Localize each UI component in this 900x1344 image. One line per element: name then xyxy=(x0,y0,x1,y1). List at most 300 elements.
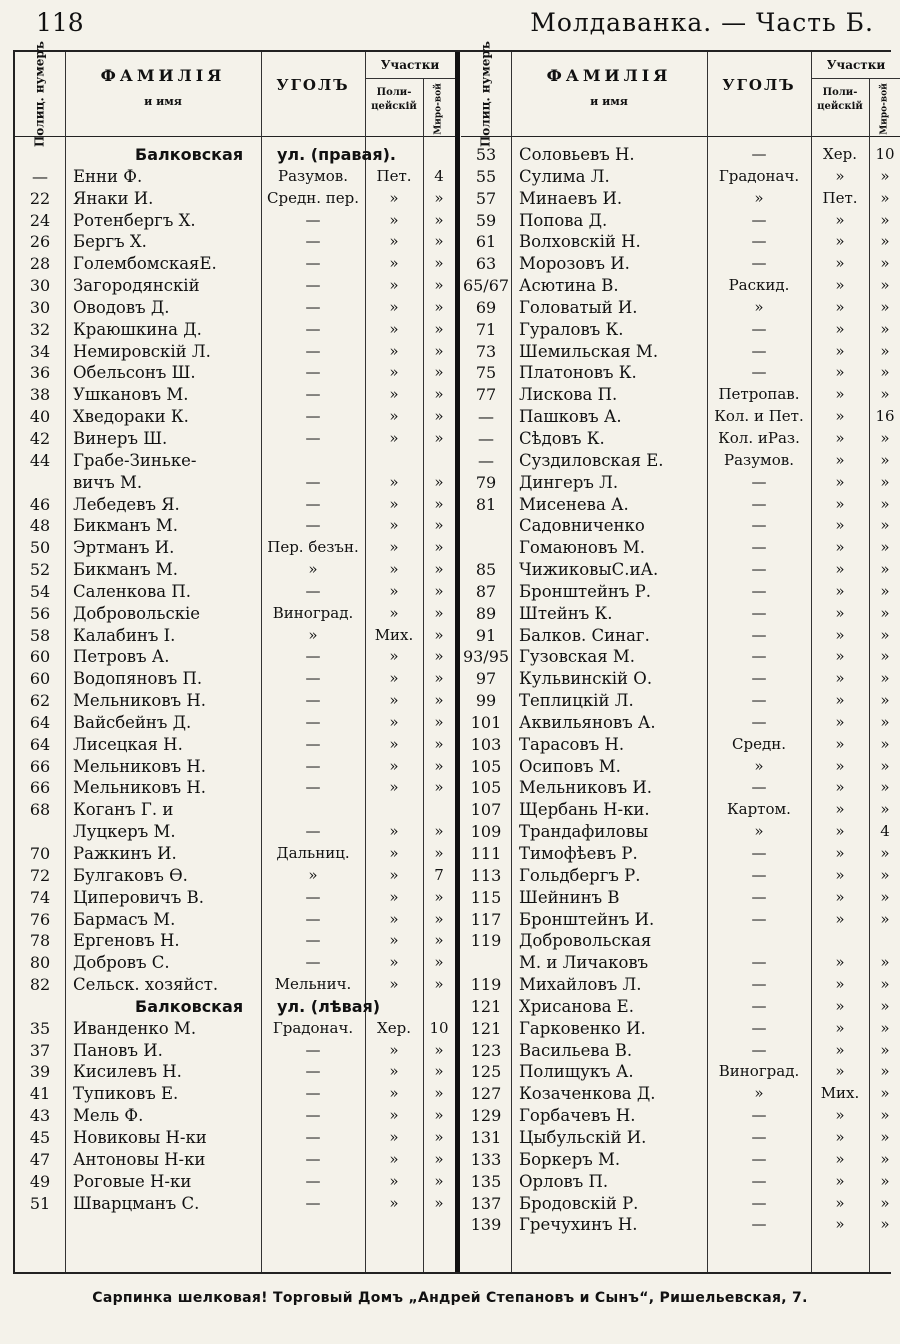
magistrate-district: » xyxy=(880,450,890,469)
house-number: 36 xyxy=(29,363,51,383)
resident-name: Шемильская М. xyxy=(519,341,659,361)
table-row xyxy=(15,494,455,516)
magistrate-district: » xyxy=(880,712,890,731)
table-row xyxy=(461,821,900,843)
police-district: » xyxy=(835,450,845,469)
corner-street: — xyxy=(751,647,767,666)
corner-street: — xyxy=(305,494,321,513)
magistrate-district: » xyxy=(880,319,890,338)
table-row xyxy=(461,930,900,952)
resident-name: Немировскій Л. xyxy=(73,341,211,361)
house-number: 139 xyxy=(470,1215,502,1235)
corner-street: — xyxy=(751,975,767,994)
magistrate-district: » xyxy=(880,1040,890,1059)
house-number: 75 xyxy=(475,363,497,383)
resident-name: Водопяновъ П. xyxy=(73,669,203,689)
house-number: 137 xyxy=(470,1193,502,1213)
police-district: Пет. xyxy=(376,166,412,185)
resident-name: Полищукъ А. xyxy=(519,1062,634,1082)
table-row xyxy=(461,668,900,690)
house-number: 77 xyxy=(475,385,497,405)
police-district: » xyxy=(389,254,399,273)
corner-street: — xyxy=(751,996,767,1015)
table-row xyxy=(15,428,455,450)
police-district: » xyxy=(835,232,845,251)
police-district: » xyxy=(389,1062,399,1081)
resident-name: Пановъ И. xyxy=(73,1040,163,1060)
corner-street: » xyxy=(754,822,764,841)
resident-name: Добровъ С. xyxy=(73,953,170,973)
police-district: » xyxy=(389,844,399,862)
resident-name: Циперовичъ В. xyxy=(73,887,204,907)
house-number: 71 xyxy=(475,319,497,339)
corner-street: — xyxy=(305,472,321,491)
magistrate-district: » xyxy=(880,1106,890,1125)
table-row xyxy=(461,515,900,537)
column-header-name-sublabel: и имя xyxy=(144,95,182,108)
resident-name: Добровольскіе xyxy=(73,603,201,623)
directory-table xyxy=(13,40,895,1274)
house-number: 58 xyxy=(29,625,51,645)
resident-name: Иванденко М. xyxy=(73,1018,197,1038)
resident-name: Морозовъ И. xyxy=(519,254,630,274)
house-number: 133 xyxy=(470,1149,502,1169)
resident-name: Пашковъ А. xyxy=(519,407,622,427)
magistrate-district: » xyxy=(880,975,890,994)
column-header-mirovoy xyxy=(869,82,900,136)
resident-name: Гураловъ К. xyxy=(519,319,624,339)
magistrate-district: » xyxy=(880,210,890,229)
corner-street: Разумов. xyxy=(278,166,348,185)
house-number: 32 xyxy=(29,319,51,339)
resident-name: Коганъ Г. и xyxy=(73,800,174,820)
police-district: » xyxy=(835,975,845,994)
corner-street: — xyxy=(751,1018,767,1037)
magistrate-district: » xyxy=(434,647,444,666)
magistrate-district: » xyxy=(880,385,890,404)
resident-name: Орловъ П. xyxy=(519,1171,609,1191)
corner-street: — xyxy=(305,931,321,950)
table-row xyxy=(15,1018,455,1040)
house-number: 121 xyxy=(470,1018,502,1038)
corner-street: Разумов. xyxy=(724,450,794,469)
magistrate-district: » xyxy=(880,778,890,797)
magistrate-district: » xyxy=(880,1171,890,1190)
police-district: » xyxy=(389,1106,399,1125)
police-district: » xyxy=(389,603,399,622)
table-row xyxy=(461,559,900,581)
police-district: » xyxy=(835,778,845,797)
house-number: 79 xyxy=(475,472,497,492)
magistrate-district: » xyxy=(880,603,890,622)
house-number: 76 xyxy=(29,909,51,929)
corner-street: Пер. безън. xyxy=(267,538,359,557)
corner-street: — xyxy=(751,560,767,579)
resident-name: Осиповъ М. xyxy=(519,756,621,776)
corner-street: Градонач. xyxy=(272,1018,354,1037)
table-row xyxy=(461,777,900,799)
column-header-name-label: ФАМИЛІЯ xyxy=(100,66,226,85)
magistrate-district: » xyxy=(434,254,444,273)
house-number: 43 xyxy=(29,1106,51,1126)
magistrate-district: » xyxy=(880,1127,890,1146)
uchastki-divider xyxy=(365,78,455,79)
corner-street: » xyxy=(754,756,764,775)
table-row xyxy=(461,253,900,275)
corner-street: — xyxy=(305,210,321,229)
resident-name: Хрисанова Е. xyxy=(519,996,634,1016)
police-district: » xyxy=(835,363,845,382)
corner-street: Картом. xyxy=(727,800,791,819)
house-number: 47 xyxy=(29,1149,51,1169)
resident-name: Асютина В. xyxy=(519,276,619,296)
house-number: 59 xyxy=(475,210,497,230)
page-title: Молдаванка. — Часть Б. xyxy=(530,8,874,37)
magistrate-district: » xyxy=(434,712,444,731)
police-district: » xyxy=(389,210,399,229)
corner-street: — xyxy=(751,1215,767,1234)
magistrate-district: » xyxy=(880,1149,890,1168)
corner-street: — xyxy=(305,297,321,316)
street-name: Балковская xyxy=(135,145,244,164)
table-row xyxy=(15,559,455,581)
magistrate-district: » xyxy=(434,625,444,644)
police-district: » xyxy=(389,581,399,600)
table-row xyxy=(461,952,900,974)
magistrate-district: » xyxy=(434,822,444,841)
house-number: 61 xyxy=(475,232,497,252)
house-number: 74 xyxy=(29,887,51,907)
table-row xyxy=(461,362,900,384)
resident-name: Сельск. хозяйст. xyxy=(73,975,219,995)
police-district: » xyxy=(835,822,845,841)
police-district: » xyxy=(835,1127,845,1146)
resident-name: Аквильяновъ А. xyxy=(519,712,656,732)
table-row xyxy=(461,625,900,647)
corner-street: Раскид. xyxy=(728,276,790,295)
magistrate-district: » xyxy=(434,734,444,753)
table-row xyxy=(15,384,455,406)
resident-name: Енни Ф. xyxy=(73,166,143,186)
table-row xyxy=(15,799,455,821)
table-row xyxy=(15,297,455,319)
column-header-number-label: Полиц. нумеръ xyxy=(478,40,493,148)
table-row xyxy=(461,1018,900,1040)
house-number: 85 xyxy=(475,560,497,580)
table-row xyxy=(461,231,900,253)
house-number: 107 xyxy=(470,800,502,820)
police-district: » xyxy=(389,778,399,797)
corner-street: » xyxy=(754,188,764,207)
house-number: 123 xyxy=(470,1040,502,1060)
house-number: 44 xyxy=(29,450,51,470)
police-district: » xyxy=(835,734,845,753)
house-number: 70 xyxy=(29,844,51,863)
table-row xyxy=(15,865,455,887)
police-district: Пет. xyxy=(822,188,858,207)
corner-street: — xyxy=(751,254,767,273)
column-header-uchastki: Участки xyxy=(380,58,440,72)
house-number: 69 xyxy=(475,297,497,317)
resident-name: Янаки И. xyxy=(73,188,154,208)
house-number: 127 xyxy=(470,1084,502,1104)
corner-street: — xyxy=(305,341,321,360)
police-district: » xyxy=(389,1149,399,1168)
corner-street: » xyxy=(308,560,318,579)
police-district: » xyxy=(389,1171,399,1190)
table-row xyxy=(15,887,455,909)
police-district: » xyxy=(835,319,845,338)
magistrate-district: » xyxy=(880,647,890,666)
house-number: 119 xyxy=(470,975,502,995)
corner-street: — xyxy=(305,1106,321,1125)
corner-street: — xyxy=(305,1127,321,1146)
magistrate-district: » xyxy=(880,1062,890,1081)
magistrate-district: » xyxy=(880,865,890,884)
resident-name: Гарковенко И. xyxy=(519,1018,646,1038)
table-row xyxy=(15,231,455,253)
house-number: 66 xyxy=(29,756,51,776)
police-district: » xyxy=(389,538,399,557)
magistrate-district: » xyxy=(880,996,890,1015)
resident-name: Минаевъ И. xyxy=(519,188,623,208)
house-number: 105 xyxy=(470,756,502,776)
resident-name: Мельниковъ И. xyxy=(519,778,653,798)
resident-name: вичъ М. xyxy=(73,472,143,492)
police-district: » xyxy=(389,669,399,688)
street-side: ул. (правая). xyxy=(277,145,396,164)
table-row xyxy=(15,362,455,384)
column-header-number xyxy=(15,40,65,148)
table-row xyxy=(15,166,455,188)
corner-street: — xyxy=(305,276,321,295)
corner-street: Виноград. xyxy=(272,603,354,622)
police-district: » xyxy=(835,538,845,557)
house-number: 89 xyxy=(475,603,497,623)
resident-name: Бронштейнъ И. xyxy=(519,909,655,929)
column-header-name xyxy=(65,66,261,108)
corner-street: — xyxy=(305,1193,321,1212)
table-row xyxy=(15,450,455,472)
resident-name: Оводовъ Д. xyxy=(73,297,170,317)
police-district: » xyxy=(835,691,845,710)
magistrate-district: » xyxy=(434,538,444,557)
house-number: 93/95 xyxy=(462,647,510,667)
magistrate-district: » xyxy=(880,953,890,972)
resident-name: Винеръ Ш. xyxy=(73,428,168,448)
column-header-number-label: Полиц. нумеръ xyxy=(32,40,47,148)
magistrate-district: » xyxy=(880,844,890,862)
police-district: » xyxy=(835,210,845,229)
resident-name: Краюшкина Д. xyxy=(73,319,202,339)
magistrate-district: » xyxy=(434,691,444,710)
table-row xyxy=(461,734,900,756)
table-row xyxy=(15,668,455,690)
table-row xyxy=(15,974,455,996)
police-district: » xyxy=(389,385,399,404)
resident-name: Петровъ А. xyxy=(73,647,170,667)
house-number: — xyxy=(478,407,494,427)
magistrate-district: 10 xyxy=(429,1018,449,1037)
table-row xyxy=(461,297,900,319)
corner-street: — xyxy=(305,516,321,535)
magistrate-district: » xyxy=(880,254,890,273)
table-row xyxy=(461,1083,900,1105)
corner-street: — xyxy=(305,232,321,251)
table-row xyxy=(461,384,900,406)
corner-street: Градонач. xyxy=(718,166,800,185)
resident-name: Тупиковъ Е. xyxy=(73,1084,179,1104)
column-header-mirovoy-label: Миро-вой xyxy=(433,83,444,135)
corner-street: — xyxy=(305,953,321,972)
resident-name: Лебедевъ Я. xyxy=(73,494,180,514)
magistrate-district: » xyxy=(434,603,444,622)
resident-name: Калабинъ І. xyxy=(73,625,176,645)
right-rows xyxy=(461,144,900,1236)
corner-street: — xyxy=(305,1040,321,1059)
resident-name: Грабе-Зинькe- xyxy=(73,450,197,470)
police-district: » xyxy=(835,800,845,819)
street-side: ул. (лѣвая) xyxy=(277,996,381,1016)
corner-street: — xyxy=(305,1084,321,1103)
house-number: — xyxy=(478,428,494,448)
center-divider xyxy=(455,52,460,1272)
page-number: 118 xyxy=(36,8,84,37)
magistrate-district: » xyxy=(880,297,890,316)
resident-name: Вайсбейнъ Д. xyxy=(73,712,192,732)
house-number: 113 xyxy=(470,865,502,885)
resident-name: Ушкановъ М. xyxy=(73,385,189,405)
magistrate-district: » xyxy=(880,494,890,513)
police-district: Мих. xyxy=(374,625,414,644)
table-row xyxy=(15,515,455,537)
corner-street: Средн. пер. xyxy=(267,188,359,207)
magistrate-district: » xyxy=(434,210,444,229)
magistrate-district: » xyxy=(880,756,890,775)
resident-name: Волховскій Н. xyxy=(519,232,641,252)
resident-name: Кульвинскій О. xyxy=(519,669,653,689)
resident-name: Тарасовъ Н. xyxy=(519,734,625,754)
police-district: » xyxy=(835,1215,845,1234)
resident-name: Хведораки К. xyxy=(73,407,189,427)
resident-name: Кисилевъ Н. xyxy=(73,1062,182,1082)
column-header-name-label: ФАМИЛІЯ xyxy=(546,66,672,85)
resident-name: Мельниковъ Н. xyxy=(73,778,207,798)
table-row xyxy=(461,974,900,996)
table-row xyxy=(461,1105,900,1127)
police-district: » xyxy=(835,844,845,862)
left-rows xyxy=(15,144,455,1214)
magistrate-district: » xyxy=(434,297,444,316)
police-district: » xyxy=(835,560,845,579)
police-district: » xyxy=(389,887,399,906)
magistrate-district: » xyxy=(434,909,444,928)
corner-street: — xyxy=(305,385,321,404)
table-row xyxy=(461,909,900,931)
magistrate-district: » xyxy=(880,800,890,819)
magistrate-district: » xyxy=(434,1062,444,1081)
magistrate-district: » xyxy=(434,887,444,906)
resident-name: Соловьевъ Н. xyxy=(519,145,635,164)
magistrate-district: » xyxy=(880,1018,890,1037)
house-number: 30 xyxy=(29,297,51,317)
resident-name: Цыбульскій И. xyxy=(519,1127,647,1147)
table-row xyxy=(15,734,455,756)
column-header-name xyxy=(511,66,707,108)
resident-name: Горбачевъ Н. xyxy=(519,1106,636,1126)
table-row xyxy=(15,952,455,974)
corner-street: — xyxy=(751,865,767,884)
corner-street: — xyxy=(751,1040,767,1059)
resident-name: Тимофѣевъ Р. xyxy=(519,844,638,863)
table-row xyxy=(461,188,900,210)
corner-street: — xyxy=(751,1127,767,1146)
police-district: » xyxy=(835,669,845,688)
police-district: » xyxy=(389,472,399,491)
house-number: 40 xyxy=(29,407,51,427)
resident-name: ЧижиковыС.иА. xyxy=(519,560,659,580)
police-district: » xyxy=(835,1193,845,1212)
house-number: 34 xyxy=(29,341,51,361)
magistrate-district: » xyxy=(434,560,444,579)
table-row xyxy=(15,1040,455,1062)
table-row xyxy=(461,799,900,821)
corner-street: — xyxy=(305,1149,321,1168)
police-district: » xyxy=(389,647,399,666)
magistrate-district: » xyxy=(434,953,444,972)
house-number: 30 xyxy=(29,276,51,296)
magistrate-district: » xyxy=(880,166,890,185)
table-row xyxy=(461,1193,900,1215)
table-row xyxy=(461,428,900,450)
table-row xyxy=(461,1040,900,1062)
resident-name: Сѣдовъ К. xyxy=(519,428,605,448)
column-header-mirovoy xyxy=(423,82,455,136)
table-row xyxy=(15,712,455,734)
resident-name: Эртманъ И. xyxy=(73,538,175,558)
house-number: 45 xyxy=(29,1127,51,1147)
table-row xyxy=(461,319,900,341)
corner-street: — xyxy=(305,712,321,731)
resident-name: Мельниковъ Н. xyxy=(73,691,207,711)
table-row xyxy=(15,1083,455,1105)
resident-name: Лисецкая Н. xyxy=(73,734,183,754)
magistrate-district: » xyxy=(880,363,890,382)
police-district: » xyxy=(835,276,845,295)
police-district: » xyxy=(389,931,399,950)
police-district: » xyxy=(835,887,845,906)
resident-name: Штейнъ К. xyxy=(519,603,613,623)
house-number: 64 xyxy=(29,712,51,732)
police-district: » xyxy=(835,166,845,185)
magistrate-district: » xyxy=(434,1106,444,1125)
corner-street: — xyxy=(305,363,321,382)
table-row xyxy=(15,1105,455,1127)
magistrate-district: » xyxy=(434,319,444,338)
police-district: » xyxy=(389,341,399,360)
resident-name: Гомаюновъ М. xyxy=(519,538,645,558)
corner-street: — xyxy=(305,669,321,688)
house-number: 60 xyxy=(29,647,51,667)
resident-name: Роговые Н-ки xyxy=(73,1171,192,1191)
left-table-header xyxy=(15,40,455,148)
corner-street: Виноград. xyxy=(718,1062,800,1081)
resident-name: Мельниковъ Н. xyxy=(73,756,207,776)
corner-street: — xyxy=(751,844,767,862)
police-district: » xyxy=(835,1018,845,1037)
table-row xyxy=(15,406,455,428)
table-row xyxy=(461,996,900,1018)
